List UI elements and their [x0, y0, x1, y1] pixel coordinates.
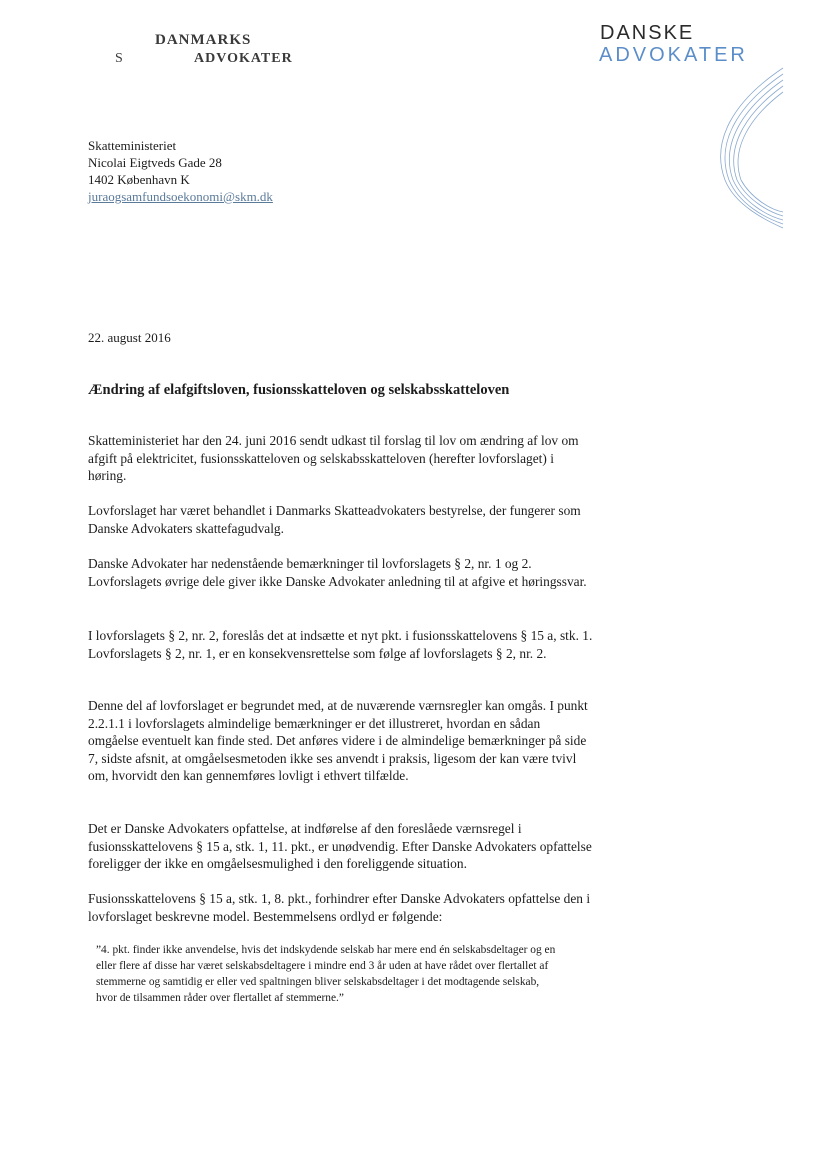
logo-s-mark: S — [115, 51, 124, 66]
recipient-address — [88, 137, 273, 205]
body-paragraph: Denne del af lovforslaget er begrundet med, at de nuværende værnsregler kan omgås. I punkt 2.2.1.1 i lovforslagets almindelige bemærkninger er det illustreret, hvordan en sådan omgåelse eventuelt kan finde sted. Det anføres videre i de almindelige bemærkninger på side 7, sidste afsnit, at omgåelsesmetoden ikke ses anvendt i praksis, ligesom der kan være tvivl om, hvorvidt den kan gennemføres lovligt i ethvert tilfælde. — [88, 698, 588, 783]
body-paragraph: Fusionsskattelovens § 15 a, stk. 1, 8. pkt., forhindrer efter Danske Advokaters opfattelse den i lovforslaget beskrevne model. Bestemmelsens ordlyd er følgende: — [88, 891, 591, 924]
recipient-email-link[interactable]: juraogsamfundsoekonomi@skm.dk — [88, 189, 273, 204]
body-paragraph: Skatteministeriet har den 24. juni 2016 sendt udkast til forslag til lov om ændring af lov om afgift på elektricitet, fusionsskatteloven og selskabsskatteloven (herefter lovforslaget) i høring. — [88, 433, 579, 483]
recipient-name: Skatteministeriet — [88, 138, 177, 153]
body-paragraph: Lovforslaget har været behandlet i Danmarks Skatteadvokaters bestyrelse, der fungerer som Danske Advokaters skattefagudvalg. — [88, 503, 581, 536]
danmarks-skatteadvokater-logo-line2 — [115, 51, 293, 67]
law-quote: ”4. pkt. finder ikke anvendelse, hvis det indskydende selskab har mere end én selskabsdeltager og en eller flere af disse har været selskabsdeltagere i mindre end 3 år uden at have rådet over flertallet af stemmerne og samtidig er eller ved spaltningen bliver selskabsdeltager i det modtagende selskab, hvor de tilsammen råder over flertallet af stemmerne.” — [96, 944, 556, 1004]
letter-title: Ændring af elafgiftsloven, fusionsskatteloven og selskabsskatteloven — [88, 382, 510, 398]
logo-left-text: ADVOKATER — [194, 51, 293, 66]
letter-date: 22. august 2016 — [88, 330, 171, 345]
danske-advokater-logo-line1: DANSKE — [600, 22, 695, 44]
recipient-city: 1402 København K — [88, 172, 190, 187]
body-paragraph: Det er Danske Advokaters opfattelse, at indførelse af den foreslåede værnsregel i fusionsskattelovens § 15 a, stk. 1, 11. pkt., er unødvendig. Efter Danske Advokaters opfattelse foreligger der ikke en omgåelsesmulighed i den foreliggende situation. — [88, 821, 592, 871]
body-paragraph: I lovforslagets § 2, nr. 2, foreslås det at indsætte et nyt pkt. i fusionsskattelovens § 15 a, stk. 1. Lovforslagets § 2, nr. 1, er en konsekvensrettelse som følge af lovforslagets § 2, nr. 2. — [88, 628, 593, 661]
danske-advokater-logo-line2: ADVOKATER — [599, 44, 748, 66]
logo-swoosh-graphic — [705, 60, 785, 230]
body-paragraph: Danske Advokater har nedenstående bemærkninger til lovforslagets § 2, nr. 1 og 2. Lovforslagets øvrige dele giver ikke Danske Advokater anledning til at afgive et høringssvar. — [88, 556, 587, 589]
danmarks-skatteadvokater-logo-line1: DANMARKS — [155, 32, 252, 48]
recipient-street: Nicolai Eigtveds Gade 28 — [88, 155, 222, 170]
